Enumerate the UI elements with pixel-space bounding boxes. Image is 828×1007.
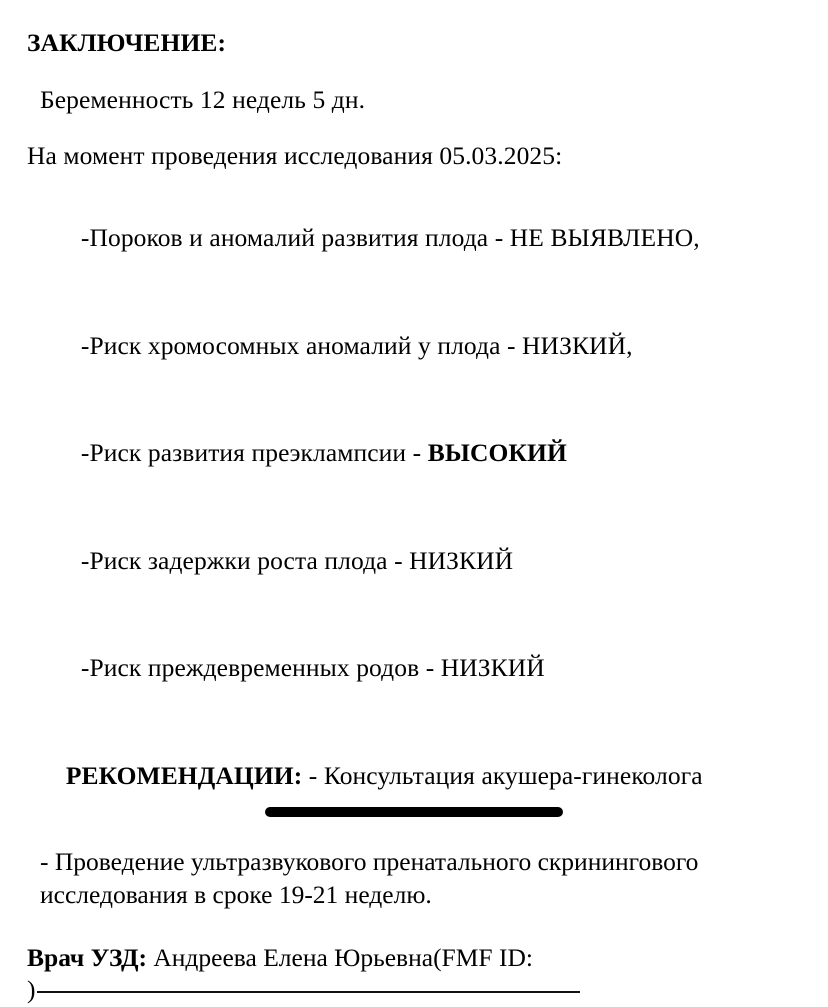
finding-value-preeclampsia-risk: ВЫСОКИЙ [427,438,567,467]
home-indicator-area [0,785,828,835]
gestational-age-line: Беременность 12 недель 5 дн. [40,84,366,114]
recommendations-heading: РЕКОМЕНДАЦИИ: [65,760,303,790]
finding-value-chromosomal-risk: НИЗКИЙ, [522,330,633,360]
finding-value-growth-restriction-risk: НИЗКИЙ [409,545,514,575]
finding-value-preterm-birth-risk: НИЗКИЙ [440,653,545,682]
signature-doctor-name: Андреева Елена Юрьевна(FMF ID: [147,942,533,972]
signature-rule [37,991,580,993]
home-indicator-bar[interactable] [265,807,563,817]
signature-fmf-id-close: ) [27,975,36,1005]
conclusion-heading: ЗАКЛЮЧЕНИЕ: [27,28,227,57]
finding-label-malformations: -Пороков и аномалий развития плода - [80,223,510,252]
finding-label-growth-restriction-risk: -Риск задержки роста плода - [80,545,410,575]
finding-row-growth-restriction-risk [27,522,804,599]
finding-label-preterm-birth-risk: -Риск преждевременных родов - [80,653,441,682]
recommendation-item-followup-scan: - Проведение ультразвукового пренатального скринингового исследования в сроке 19-21 неделю. [40,846,699,910]
finding-label-chromosomal-risk: -Риск хромосомных аномалий у плода - [80,330,523,360]
finding-row-preterm-birth-risk [27,630,804,707]
finding-label-preeclampsia-risk: -Риск развития преэклампсии - [80,438,428,467]
recommendation-item-consultation: - Консультация акушера-гинеколога [302,760,703,790]
finding-row-malformations [27,200,804,277]
finding-row-chromosomal-risk [27,307,804,384]
finding-row-preeclampsia-risk [27,415,804,492]
signature-block [27,942,804,1007]
study-date-line: На момент проведения исследования 05.03.2025: [27,141,563,170]
finding-value-malformations: НЕ ВЫЯВЛЕНО, [509,223,700,252]
signature-role-label: Врач УЗД: [27,942,147,972]
